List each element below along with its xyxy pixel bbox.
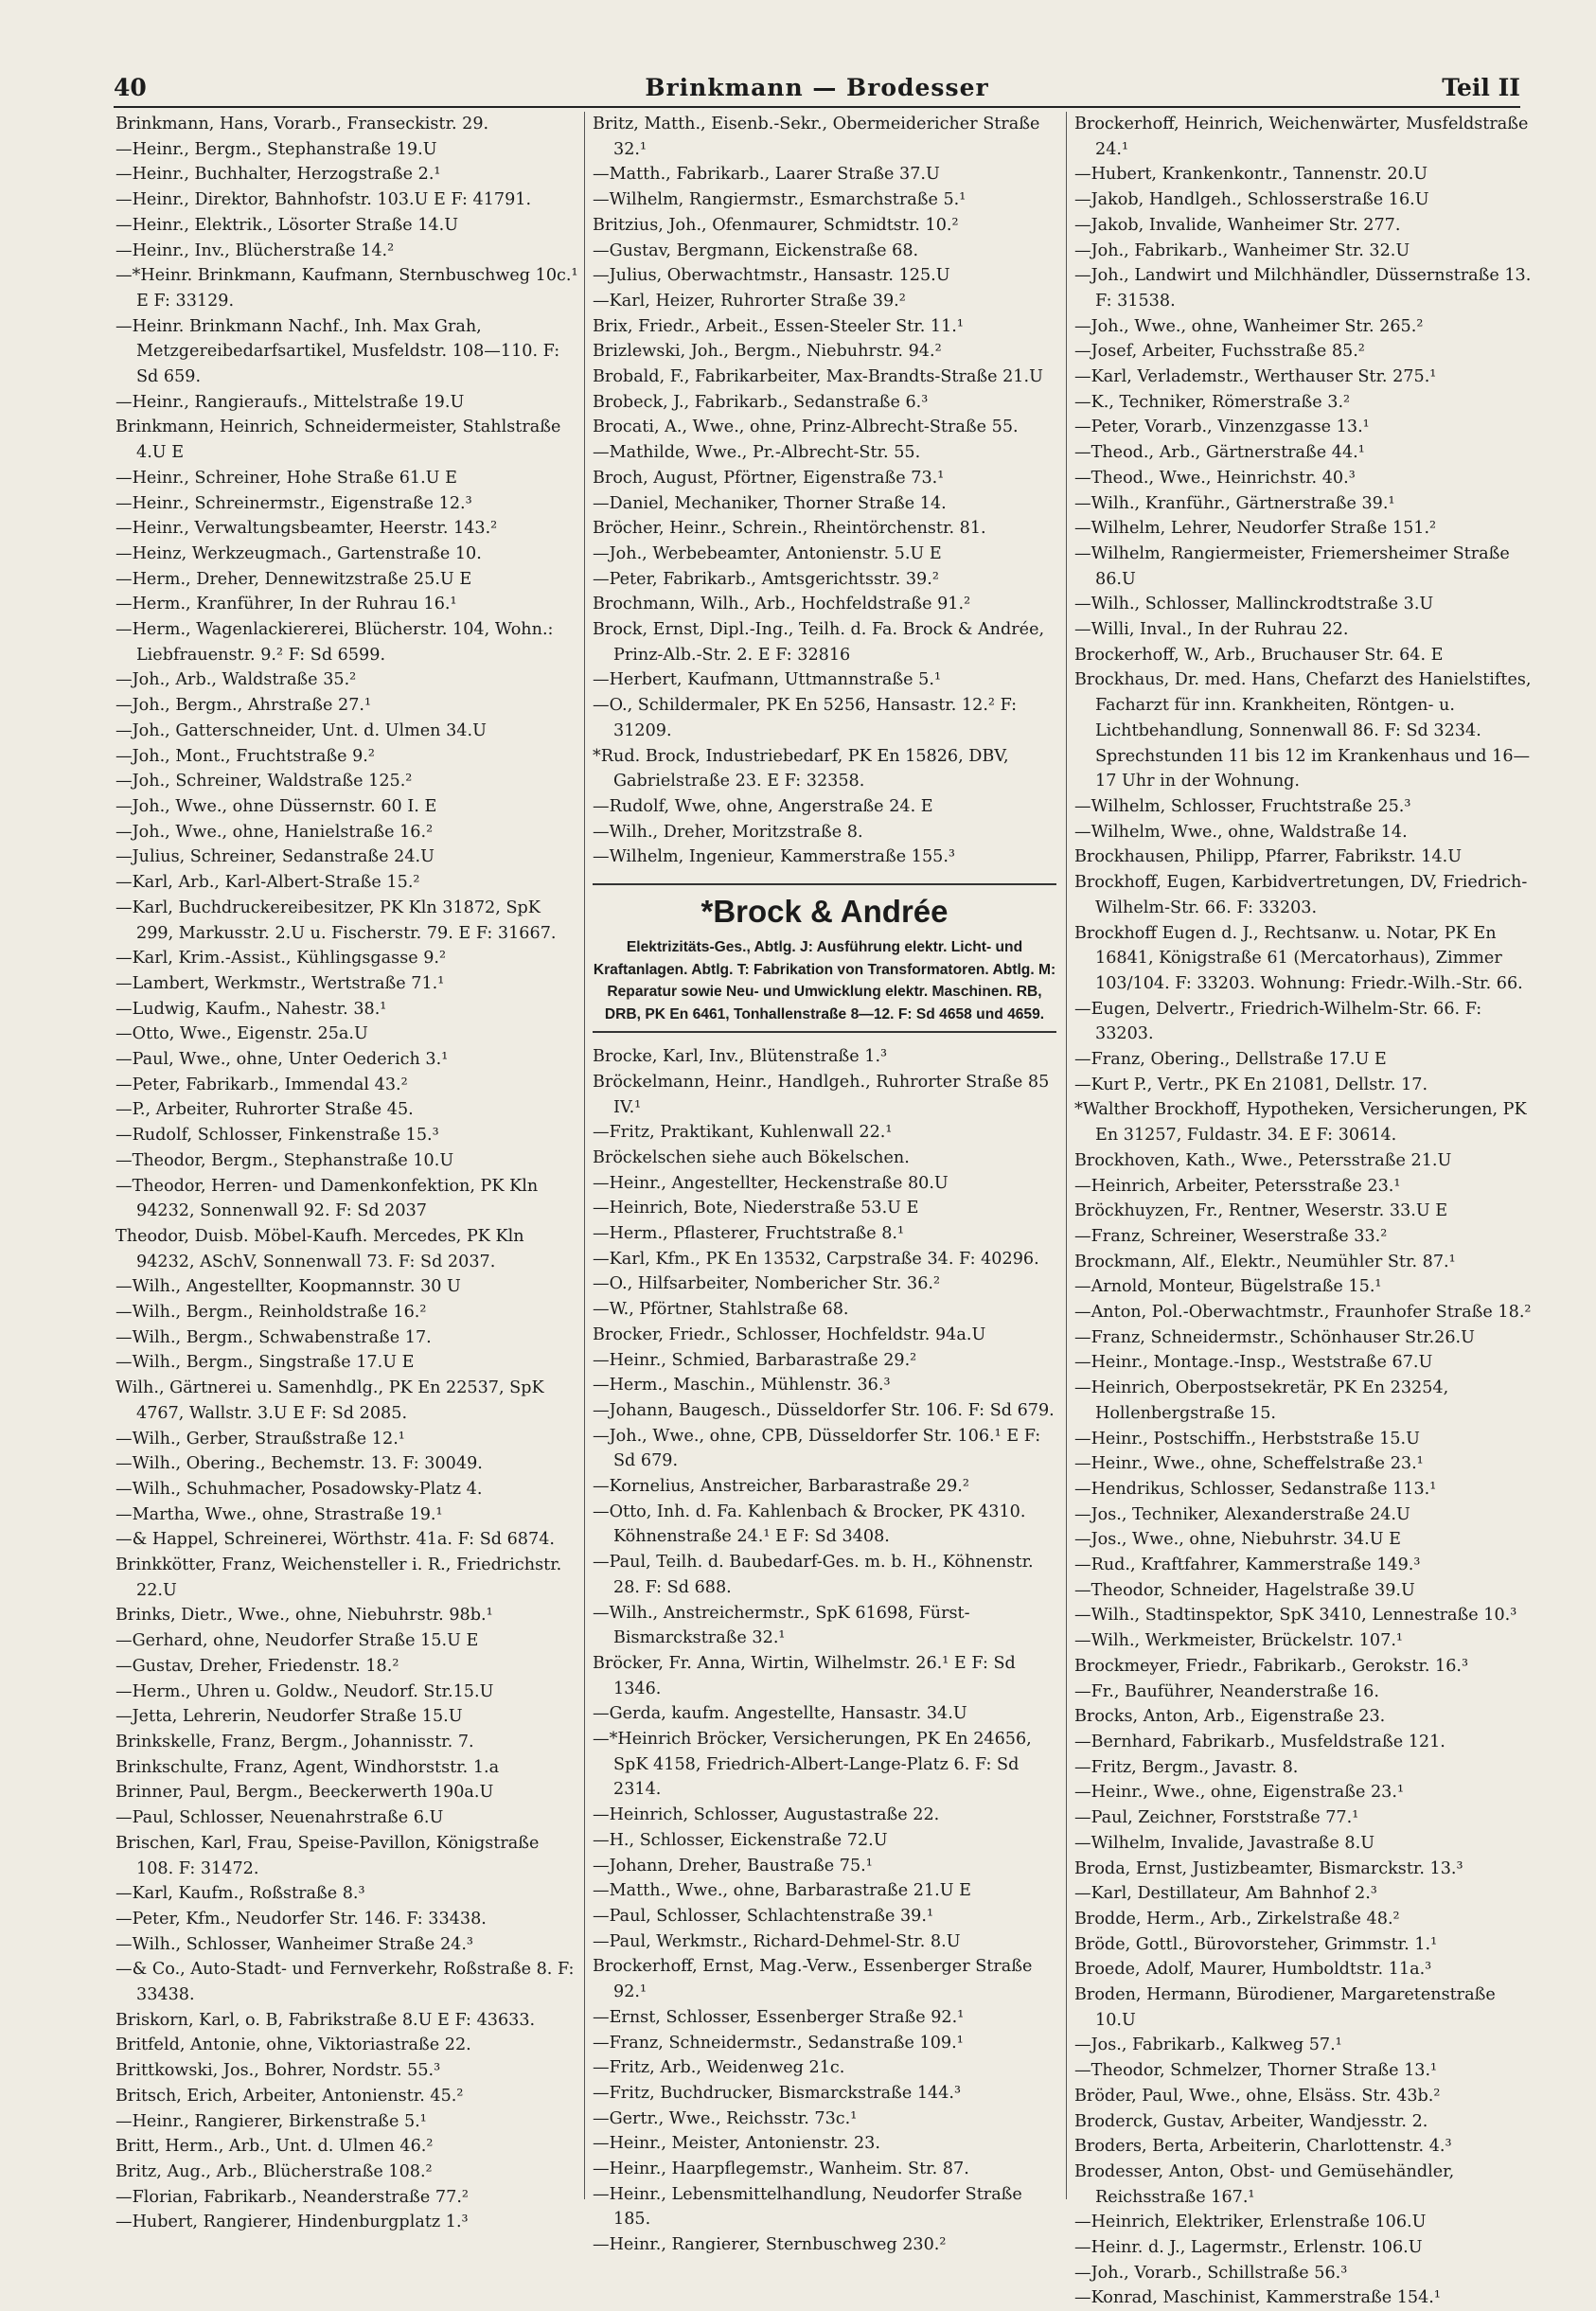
directory-entry: Bröder, Paul, Wwe., ohne, Elsäss. Str. 43b.²	[1074, 2086, 1441, 2106]
directory-entry: —Kurt P., Vertr., PK En 21081, Dellstr. 17.	[1074, 1075, 1428, 1094]
directory-entry: —Wilh., Schlosser, Mallinckrodtstraße 3.U	[1074, 595, 1434, 614]
directory-entry: —*Heinrich Bröcker, Versicherungen, PK En 24656, SpK 4158, Friedrich-Albert-Lange-Platz 6. F: Sd 2314.	[593, 1730, 1032, 1800]
directory-entry: —Heinr., Buchhalter, Herzogstraße 2.¹	[115, 165, 441, 185]
directory-entry: —Wilh., Dreher, Moritzstraße 8.	[593, 822, 863, 842]
directory-entry: —Wilhelm, Schlosser, Fruchtstraße 25.³	[1074, 796, 1411, 816]
directory-entry: —Rud., Kraftfahrer, Kammerstraße 149.³	[1074, 1555, 1421, 1575]
part-label: Teil II	[1442, 74, 1520, 101]
directory-entry: Brodesser, Anton, Obst- und Gemüsehändler, Reichsstraße 167.¹	[1074, 2161, 1455, 2207]
directory-entry: —Eugen, Delvertr., Friedrich-Wilhelm-Str. 66. F: 33203.	[1074, 999, 1482, 1044]
directory-entry: —Heinr., Meister, Antonienstr. 23.	[593, 2134, 880, 2154]
directory-entry: —Hubert, Krankenkontr., Tannenstr. 20.U	[1074, 165, 1428, 185]
directory-entry: —Herm., Pflasterer, Fruchtstraße 8.¹	[593, 1224, 905, 1244]
directory-entry: —Hendrikus, Schlosser, Sedanstraße 113.¹	[1074, 1479, 1437, 1499]
directory-entry: —Heinrich, Elektriker, Erlenstraße 106.U	[1074, 2213, 1427, 2232]
directory-entry: Brix, Friedr., Arbeit., Essen-Steeler Str. 11.¹	[593, 316, 964, 336]
directory-entry: —Paul, Zeichner, Forststraße 77.¹	[1074, 1808, 1359, 1828]
directory-entry: —Peter, Vorarb., Vinzenzgasse 13.¹	[1074, 418, 1370, 437]
directory-entry: Brocati, A., Wwe., ohne, Prinz-Albrecht-Straße 55.	[593, 418, 1019, 437]
directory-entry: —Theodor, Bergm., Stephanstraße 10.U	[115, 1150, 454, 1170]
directory-entry: —Jos., Techniker, Alexanderstraße 24.U	[1074, 1504, 1410, 1524]
directory-entry: —Karl, Kfm., PK En 13532, Carpstraße 34. F: 40296.	[593, 1249, 1039, 1269]
directory-entry: —Wilhelm, Wwe., ohne, Waldstraße 14.	[1074, 822, 1408, 842]
directory-entry: Britsch, Erich, Arbeiter, Antonienstr. 45.²	[115, 2086, 464, 2106]
directory-entry: —Heinr. d. J., Lagermstr., Erlenstr. 106.U	[1074, 2238, 1423, 2258]
directory-entry: —Joh., Wwe., ohne, CPB, Düsseldorfer Str. 106.¹ E F: Sd 679.	[593, 1426, 1041, 1471]
directory-entry: —Heinr., Wwe., ohne, Scheffelstraße 23.¹	[1074, 1454, 1424, 1474]
directory-entry: —Karl, Buchdruckereibesitzer, PK Kln 31872, SpK 299, Markusstr. 2.U u. Fischerstr. 79. E F: 31667.	[115, 898, 557, 943]
directory-entry: —Wilh., Anstreichermstr., SpK 61698, Fürst-Bismarckstraße 32.¹	[593, 1603, 970, 1648]
directory-entry: —Wilh., Obering., Bechemstr. 13. F: 30049.	[115, 1454, 483, 1474]
directory-entry: Britz, Aug., Arb., Blücherstraße 108.²	[115, 2161, 433, 2181]
column-2-top-entries	[593, 112, 1056, 870]
directory-entry: Brockerhoff, W., Arb., Bruchauser Str. 64. E	[1074, 645, 1444, 665]
directory-entry: —Joh., Wwe., ohne Düssernstr. 60 I. E	[115, 796, 437, 816]
directory-entry: Brodde, Herm., Arb., Zirkelstraße 48.²	[1074, 1909, 1400, 1929]
directory-entry: —Mathilde, Wwe., Pr.-Albrecht-Str. 55.	[593, 443, 921, 463]
directory-entry: *Walther Brockhoff, Hypotheken, Versicherungen, PK En 31257, Fuldastr. 34. E F: 30614.	[1074, 1100, 1527, 1146]
directory-entry: —Karl, Heizer, Ruhrorter Straße 39.²	[593, 291, 906, 311]
directory-entry: *Rud. Brock, Industriebedarf, PK En 15826, DBV, Gabrielstraße 23. E F: 32358.	[593, 746, 1009, 791]
directory-entry: —Wilh., Gerber, Straußstraße 12.¹	[115, 1429, 405, 1449]
directory-entry: —Theod., Wwe., Heinrichstr. 40.³	[1074, 468, 1356, 488]
directory-entry: Broderck, Gustav, Arbeiter, Wandjesstr. 2.	[1074, 2111, 1428, 2131]
directory-entry: —Heinr., Direktor, Bahnhofstr. 103.U E F: 41791.	[115, 190, 532, 210]
directory-entry: Brochmann, Wilh., Arb., Hochfeldstraße 91.²	[593, 595, 971, 614]
directory-entry: Brockhaus, Dr. med. Hans, Chefarzt des Hanielstiftes, Facharzt für inn. Krankheiten, Röntgen- u. Lichtbehandlung, Sonnenwall 86. F: Sd 3234. Sprechstunden 11 bis 12 im Krankenhaus und 16—17 Uhr in der Wohnung.	[1074, 670, 1532, 791]
directory-entry: —Wilh., Bergm., Schwabenstraße 17.	[115, 1327, 432, 1347]
directory-entry: Britz, Matth., Eisenb.-Sekr., Obermeidericher Straße 32.¹	[593, 115, 1040, 159]
directory-entry: —Kornelius, Anstreicher, Barbarastraße 29.²	[593, 1477, 969, 1497]
directory-entry: —Joh., Arb., Waldstraße 35.²	[115, 670, 357, 690]
directory-entry: Britzius, Joh., Ofenmaurer, Schmidtstr. 10.²	[593, 215, 959, 235]
column-divider	[584, 112, 585, 2199]
directory-entry: —Paul, Schlosser, Schlachtenstraße 39.¹	[593, 1907, 934, 1926]
directory-entry: —Wilh., Bergm., Singstraße 17.U E	[115, 1353, 415, 1373]
directory-entry: Brittkowski, Jos., Bohrer, Nordstr. 55.³	[115, 2061, 441, 2081]
directory-entry: —Heinr., Rangierer, Sternbuschweg 230.²	[593, 2235, 947, 2255]
directory-entry: Bröckelschen siehe auch Bökelschen.	[593, 1147, 910, 1167]
directory-entry: —H., Schlosser, Eickenstraße 72.U	[593, 1830, 888, 1850]
directory-entry: Britt, Herm., Arb., Unt. d. Ulmen 46.²	[115, 2137, 434, 2157]
directory-entry: —Heinr., Schreiner, Hohe Straße 61.U E	[115, 468, 457, 488]
column-divider	[1066, 112, 1067, 2199]
column-2-bottom-entries	[593, 1044, 1056, 2258]
directory-entry: —Otto, Wwe., Eigenstr. 25a.U	[115, 1024, 368, 1044]
directory-entry: Brinkmann, Heinrich, Schneidermeister, Stahlstraße 4.U E	[115, 418, 561, 463]
directory-entry: —Herm., Maschin., Mühlenstr. 36.³	[593, 1376, 891, 1395]
header-rule	[114, 106, 1520, 108]
directory-entry: —Paul, Teilh. d. Baubedarf-Ges. m. b. H., Köhnenstr. 28. F: Sd 688.	[593, 1553, 1034, 1597]
directory-entry: —Herm., Uhren u. Goldw., Neudorf. Str.15.U	[115, 1681, 494, 1701]
directory-entry: —Joh., Mont., Fruchtstraße 9.²	[115, 746, 375, 766]
directory-entry: Britfeld, Antonie, ohne, Viktoriastraße 22.	[115, 2035, 471, 2055]
directory-entry: —Franz, Obering., Dellstraße 17.U E	[1074, 1050, 1387, 1070]
directory-entry: —Fritz, Praktikant, Kuhlenwall 22.¹	[593, 1123, 893, 1143]
directory-entry: —Matth., Wwe., ohne, Barbarastraße 21.U E	[593, 1881, 972, 1901]
directory-entry: —Karl, Verlademstr., Werthauser Str. 275.¹	[1074, 367, 1437, 387]
directory-entry: Brinner, Paul, Bergm., Beeckerwerth 190a.U	[115, 1783, 494, 1803]
directory-entry: Brizlewski, Joh., Bergm., Niebuhrstr. 94.²	[593, 342, 942, 362]
directory-entry: —Joh., Gatterschneider, Unt. d. Ulmen 34.U	[115, 720, 487, 740]
directory-entry: —Karl, Arb., Karl-Albert-Straße 15.²	[115, 873, 420, 893]
advertisement-brock-andree	[593, 883, 1056, 1033]
directory-entry: Bröde, Gottl., Bürovorsteher, Grimmstr. 1.¹	[1074, 1934, 1438, 1954]
directory-entry: —Heinr., Wwe., ohne, Eigenstraße 23.¹	[1074, 1783, 1405, 1803]
directory-entry: Bröcker, Fr. Anna, Wirtin, Wilhelmstr. 26.¹ E F: Sd 1346.	[593, 1653, 1016, 1698]
directory-entry: —Heinr., Rangieraufs., Mittelstraße 19.U	[115, 392, 465, 412]
directory-entry: —Johann, Baugesch., Düsseldorfer Str. 106. F: Sd 679.	[593, 1400, 1055, 1420]
directory-entry: —Wilhelm, Rangiermstr., Esmarchstraße 5.¹	[593, 190, 966, 210]
directory-entry: —Gerda, kaufm. Angestellte, Hansastr. 34.U	[593, 1704, 967, 1724]
directory-entry: —Ernst, Schlosser, Essenberger Straße 92.¹	[593, 2007, 965, 2027]
column-1	[115, 112, 579, 2235]
directory-entry: —Fritz, Arb., Weidenweg 21c.	[593, 2058, 845, 2078]
directory-entry: —*Heinr. Brinkmann, Kaufmann, Sternbuschweg 10c.¹ E F: 33129.	[115, 266, 578, 311]
directory-entry: —Willi, Inval., In der Ruhrau 22.	[1074, 620, 1349, 640]
directory-entry: —Heinr., Bergm., Stephanstraße 19.U	[115, 139, 437, 159]
directory-entry: —Heinr., Postschiffn., Herbststraße 15.U	[1074, 1429, 1420, 1449]
directory-entry: —Paul, Wwe., ohne, Unter Oederich 3.¹	[115, 1050, 449, 1070]
directory-entry: —Jakob, Handlgeh., Schlosserstraße 16.U	[1074, 190, 1429, 210]
directory-entry: Broede, Adolf, Maurer, Humboldtstr. 11a.³	[1074, 1960, 1432, 1980]
directory-entry: —Johann, Dreher, Baustraße 75.¹	[593, 1856, 873, 1875]
directory-entry: —O., Hilfsarbeiter, Nombericher Str. 36.²	[593, 1274, 941, 1294]
directory-entry: Broders, Berta, Arbeiterin, Charlottenstr. 4.³	[1074, 2137, 1452, 2157]
directory-entry: —Fr., Bauführer, Neanderstraße 16.	[1074, 1681, 1379, 1701]
directory-entry: Brockhoven, Kath., Wwe., Petersstraße 21.U	[1074, 1150, 1452, 1170]
directory-entry: —Fritz, Bergm., Javastr. 8.	[1074, 1757, 1299, 1777]
directory-entry: Bröckelmann, Heinr., Handlgeh., Ruhrorter Straße 85 IV.¹	[593, 1072, 1050, 1117]
directory-entry: —Heinr., Lebensmittelhandlung, Neudorfer Straße 185.	[593, 2184, 1022, 2230]
directory-entry: —Joh., Fabrikarb., Wanheimer Str. 32.U	[1074, 240, 1410, 260]
directory-entry: —Herbert, Kaufmann, Uttmannstraße 5.¹	[593, 670, 941, 690]
directory-entry: —Karl, Destillateur, Am Bahnhof 2.³	[1074, 1884, 1377, 1904]
directory-entry: —Heinr., Schmied, Barbarastraße 29.²	[593, 1350, 917, 1370]
ad-body: Elektrizitäts-Ges., Abtlg. J: Ausführung elektr. Licht- und Kraftanlagen. Abtlg. T: Fabrikation von Transformatoren. Abtlg. M: Reparatur sowie Neu- und Umwicklung elektr. Maschinen. RB, DRB, PK En 6461, Tonhallenstraße 8—12. F: Sd 4658 und 4659.	[593, 939, 1056, 1022]
directory-entry: —Heinr., Rangierer, Birkenstraße 5.¹	[115, 2111, 427, 2131]
directory-entry: Wilh., Gärtnerei u. Samenhdlg., PK En 22537, SpK 4767, Wallstr. 3.U E F: Sd 2085.	[115, 1378, 544, 1423]
directory-entry: Brocke, Karl, Inv., Blütenstraße 1.³	[593, 1047, 888, 1067]
directory-entry: —Joh., Schreiner, Waldstraße 125.²	[115, 772, 413, 791]
directory-entry: —Jos., Fabrikarb., Kalkweg 57.¹	[1074, 2035, 1342, 2055]
directory-entry: —Gerhard, ohne, Neudorfer Straße 15.U E	[115, 1631, 479, 1651]
directory-entry: Bröckhuyzen, Fr., Rentner, Weserstr. 33.U E	[1074, 1201, 1448, 1221]
directory-entry: —& Happel, Schreinerei, Wörthstr. 41a. F: Sd 6874.	[115, 1530, 555, 1550]
directory-entry: —Jakob, Invalide, Wanheimer Str. 277.	[1074, 215, 1401, 235]
directory-entry: Brobeck, J., Fabrikarb., Sedanstraße 6.³	[593, 392, 929, 412]
running-title: Brinkmann — Brodesser	[645, 74, 989, 101]
directory-entry: Brinkskelle, Franz, Bergm., Johannisstr. 7.	[115, 1733, 474, 1751]
directory-entry: Brocker, Friedr., Schlosser, Hochfeldstr. 94a.U	[593, 1324, 986, 1344]
directory-entry: Brockmann, Alf., Elektr., Neumühler Str. 87.¹	[1074, 1252, 1456, 1271]
directory-entry: Brockerhoff, Heinrich, Weichenwärter, Musfeldstraße 24.¹	[1074, 115, 1529, 159]
directory-entry: —Heinrich, Bote, Niederstraße 53.U E	[593, 1199, 919, 1218]
directory-entry: —Otto, Inh. d. Fa. Kahlenbach & Brocker, PK 4310. Köhnenstraße 24.¹ E F: Sd 3408.	[593, 1502, 1026, 1547]
directory-entry: Brockhausen, Philipp, Pfarrer, Fabrikstr. 14.U	[1074, 847, 1463, 867]
directory-entry: —Wilh., Angestellter, Koopmannstr. 30 U	[115, 1277, 461, 1297]
directory-entry: Brock, Ernst, Dipl.-Ing., Teilh. d. Fa. Brock & Andrée, Prinz-Alb.-Str. 2. E F: 32816	[593, 620, 1045, 665]
directory-entry: —Heinr., Angestellter, Heckenstraße 80.U	[593, 1173, 949, 1193]
directory-entry: —Peter, Fabrikarb., Immendal 43.²	[115, 1075, 408, 1094]
directory-entry: —Gustav, Bergmann, Eickenstraße 68.	[593, 240, 919, 260]
directory-entry: —Wilhelm, Rangiermeister, Friemersheimer Straße 86.U	[1074, 543, 1510, 589]
directory-entry: Brischen, Karl, Frau, Speise-Pavillon, Königstraße 108. F: 31472.	[115, 1833, 540, 1878]
directory-entry: —Hubert, Rangierer, Hindenburgplatz 1.³	[115, 2213, 469, 2232]
directory-entry: —Wilh., Bergm., Reinholdstraße 16.²	[115, 1303, 427, 1323]
directory-entry: —Joh., Landwirt und Milchhändler, Düssernstraße 13. F: 31538.	[1074, 266, 1532, 311]
directory-entry: Brockmeyer, Friedr., Fabrikarb., Gerokstr. 16.³	[1074, 1656, 1469, 1676]
directory-entry: —Heinr. Brinkmann Nachf., Inh. Max Grah, Metzgereibedarfsartikel, Musfeldstr. 108—110. F: Sd 659.	[115, 316, 560, 387]
directory-entry: —Herm., Dreher, Dennewitzstraße 25.U E	[115, 569, 472, 589]
directory-entry: —Wilh., Kranführ., Gärtnerstraße 39.¹	[1074, 493, 1395, 513]
directory-entry: —Florian, Fabrikarb., Neanderstraße 77.²	[115, 2187, 469, 2207]
directory-entry: —Heinr., Schreinermstr., Eigenstraße 12.³	[115, 493, 472, 513]
directory-entry: —Joh., Vorarb., Schillstraße 56.³	[1074, 2263, 1348, 2283]
directory-entry: —Ludwig, Kaufm., Nahestr. 38.¹	[115, 999, 387, 1019]
directory-entry: —Martha, Wwe., ohne, Strastraße 19.¹	[115, 1504, 443, 1524]
directory-entry: —P., Arbeiter, Ruhrorter Straße 45.	[115, 1100, 414, 1120]
directory-entry: Brinkmann, Hans, Vorarb., Franseckistr. 29.	[115, 115, 489, 133]
directory-entry: —Heinz, Werkzeugmach., Gartenstraße 10.	[115, 543, 482, 563]
directory-entry: —Julius, Oberwachtmstr., Hansastr. 125.U	[593, 266, 950, 286]
directory-entry: —Joh., Wwe., ohne, Hanielstraße 16.²	[115, 822, 434, 842]
directory-entry: —Paul, Schlosser, Neuenahrstraße 6.U	[115, 1808, 444, 1828]
directory-entry: —Franz, Schneidermstr., Sedanstraße 109.¹	[593, 2033, 964, 2053]
directory-entry: —Heinr., Montage.-Insp., Weststraße 67.U	[1074, 1353, 1433, 1373]
directory-entry: —K., Techniker, Römerstraße 3.²	[1074, 392, 1351, 412]
directory-entry: —Daniel, Mechaniker, Thorner Straße 14.	[593, 493, 947, 513]
directory-entry: —Heinr., Inv., Blücherstraße 14.²	[115, 240, 395, 260]
directory-entry: —Karl, Kaufm., Roßstraße 8.³	[115, 1884, 365, 1904]
directory-entry: —Wilhelm, Invalide, Javastraße 8.U	[1074, 1833, 1375, 1853]
directory-entry: —Theodor, Herren- und Damenkonfektion, PK Kln 94232, Sonnenwall 92. F: Sd 2037	[115, 1176, 539, 1221]
directory-entry: —Karl, Krim.-Assist., Kühlingsgasse 9.²	[115, 949, 447, 969]
directory-entry: Brocks, Anton, Arb., Eigenstraße 23.	[1074, 1707, 1386, 1727]
directory-entry: —Gustav, Dreher, Friedenstr. 18.²	[115, 1656, 399, 1676]
directory-entry: —Anton, Pol.-Oberwachtmstr., Fraunhofer Straße 18.²	[1074, 1303, 1532, 1323]
directory-entry: —Joh., Wwe., ohne, Wanheimer Str. 265.²	[1074, 316, 1424, 336]
directory-entry: —Jetta, Lehrerin, Neudorfer Straße 15.U	[115, 1707, 463, 1727]
directory-entry: —Paul, Werkmstr., Richard-Dehmel-Str. 8.U	[593, 1931, 961, 1951]
directory-entry: —O., Schildermaler, PK En 5256, Hansastr. 12.² F: 31209.	[593, 696, 1018, 740]
directory-entry: —Wilh., Stadtinspektor, SpK 3410, Lennestraße 10.³	[1074, 1606, 1517, 1626]
directory-entry: —Arnold, Monteur, Bügelstraße 15.¹	[1074, 1277, 1382, 1297]
directory-entry: —Wilhelm, Ingenieur, Kammerstraße 155.³	[593, 847, 955, 867]
directory-entry: —Herm., Wagenlackiererei, Blücherstr. 104, Wohn.: Liebfrauenstr. 9.² F: Sd 6599.	[115, 620, 554, 665]
directory-entry: Brinkkötter, Franz, Weichensteller i. R., Friedrichstr. 22.U	[115, 1555, 562, 1600]
directory-entry: —Franz, Schreiner, Weserstraße 33.²	[1074, 1226, 1388, 1246]
directory-entry: —Wilhelm, Lehrer, Neudorfer Straße 151.²	[1074, 519, 1437, 539]
directory-entry: Broda, Ernst, Justizbeamter, Bismarckstr. 13.³	[1074, 1858, 1463, 1878]
directory-entry: —Gertr., Wwe., Reichsstr. 73c.¹	[593, 2108, 858, 2128]
directory-entry: —Heinr., Verwaltungsbeamter, Heerstr. 143.²	[115, 519, 498, 539]
directory-entry: Broch, August, Pförtner, Eigenstraße 73.¹	[593, 468, 945, 488]
directory-entry: —Theodor, Schmelzer, Thorner Straße 13.¹	[1074, 2061, 1438, 2081]
directory-entry: —Theodor, Schneider, Hagelstraße 39.U	[1074, 1580, 1415, 1600]
directory-entry: —Wilh., Schuhmacher, Posadowsky-Platz 4.	[115, 1479, 483, 1499]
directory-entry: —Franz, Schneidermstr., Schönhauser Str.26.U	[1074, 1327, 1475, 1347]
directory-entry: Theodor, Duisb. Möbel-Kaufh. Mercedes, PK Kln 94232, ASchV, Sonnenwall 73. F: Sd 2037.	[115, 1226, 524, 1271]
directory-entry: —Peter, Kfm., Neudorfer Str. 146. F: 33438.	[115, 1909, 487, 1929]
directory-entry: —Joh., Bergm., Ahrstraße 27.¹	[115, 696, 372, 716]
directory-entry: —W., Pförtner, Stahlstraße 68.	[593, 1300, 849, 1320]
directory-entry: —Heinrich, Oberpostsekretär, PK En 23254, Hollenbergstraße 15.	[1074, 1378, 1449, 1423]
directory-entry: —Wilh., Schlosser, Wanheimer Straße 24.³	[115, 1934, 473, 1954]
directory-entry: Brobald, F., Fabrikarbeiter, Max-Brandts-Straße 21.U	[593, 367, 1043, 387]
directory-entry: Broden, Hermann, Bürodiener, Margaretenstraße 10.U	[1074, 1985, 1496, 2030]
directory-entry: Brockhoff, Eugen, Karbidvertretungen, DV, Friedrich-Wilhelm-Str. 66. F: 33203.	[1074, 873, 1528, 917]
directory-entry: —Heinr., Haarpflegemstr., Wanheim. Str. 87.	[593, 2160, 969, 2179]
directory-entry: —Heinrich, Arbeiter, Petersstraße 23.¹	[1074, 1176, 1401, 1196]
directory-entry: —Joh., Werbebeamter, Antonienstr. 5.U E	[593, 543, 942, 563]
directory-entry: —Wilh., Werkmeister, Brückelstr. 107.¹	[1074, 1631, 1403, 1651]
directory-entry: —Peter, Fabrikarb., Amtsgerichtsstr. 39.²	[593, 569, 939, 589]
directory-entry: Brinkschulte, Franz, Agent, Windhorststr. 1.a	[115, 1757, 500, 1777]
directory-entry: —Heinr., Elektrik., Lösorter Straße 14.U	[115, 215, 459, 235]
directory-entry: —Julius, Schreiner, Sedanstraße 24.U	[115, 847, 434, 867]
page-number: 40	[114, 74, 147, 101]
directory-entry: —Bernhard, Fabrikarb., Musfeldstraße 121.	[1074, 1733, 1445, 1751]
directory-entry: —Rudolf, Wwe, ohne, Angerstraße 24. E	[593, 796, 933, 816]
column-3	[1074, 112, 1538, 2311]
directory-entry: —Heinrich, Schlosser, Augustastraße 22.	[593, 1805, 940, 1825]
directory-entry: —Matth., Fabrikarb., Laarer Straße 37.U	[593, 165, 940, 185]
directory-entry: Briskorn, Karl, o. B, Fabrikstraße 8.U E F: 43633.	[115, 2010, 536, 2030]
directory-entry: —Rudolf, Schlosser, Finkenstraße 15.³	[115, 1126, 439, 1146]
directory-entry: —Fritz, Buchdrucker, Bismarckstraße 144.³	[593, 2083, 962, 2103]
ad-title: *Brock & Andrée	[700, 894, 949, 930]
directory-entry: —& Co., Auto-Stadt- und Fernverkehr, Roßstraße 8. F: 33438.	[115, 1960, 575, 2005]
directory-entry: —Theod., Arb., Gärtnerstraße 44.¹	[1074, 443, 1365, 463]
directory-entry: —Konrad, Maschinist, Kammerstraße 154.¹	[1074, 2288, 1441, 2308]
directory-entry: Brinks, Dietr., Wwe., ohne, Niebuhrstr. 98b.¹	[115, 1606, 493, 1626]
directory-entry: Brockhoff Eugen d. J., Rechtsanw. u. Notar, PK En 16841, Königstraße 61 (Mercatorhaus), Zimmer 103/104. F: 33203. Wohnung: Friedr.-Wilh.-Str. 66.	[1074, 923, 1523, 993]
directory-entry: —Jos., Wwe., ohne, Niebuhrstr. 34.U E	[1074, 1530, 1402, 1550]
directory-entry: Brockerhoff, Ernst, Mag.-Verw., Essenberger Straße 92.¹	[593, 1957, 1033, 2002]
directory-entry: —Josef, Arbeiter, Fuchsstraße 85.²	[1074, 342, 1365, 362]
directory-entry: Bröcher, Heinr., Schrein., Rheintörchenstr. 81.	[593, 519, 986, 539]
directory-entry: —Herm., Kranführer, In der Ruhrau 16.¹	[115, 595, 457, 614]
directory-entry: —Lambert, Werkmstr., Wertstraße 71.¹	[115, 973, 445, 993]
column-2	[593, 112, 1056, 2258]
